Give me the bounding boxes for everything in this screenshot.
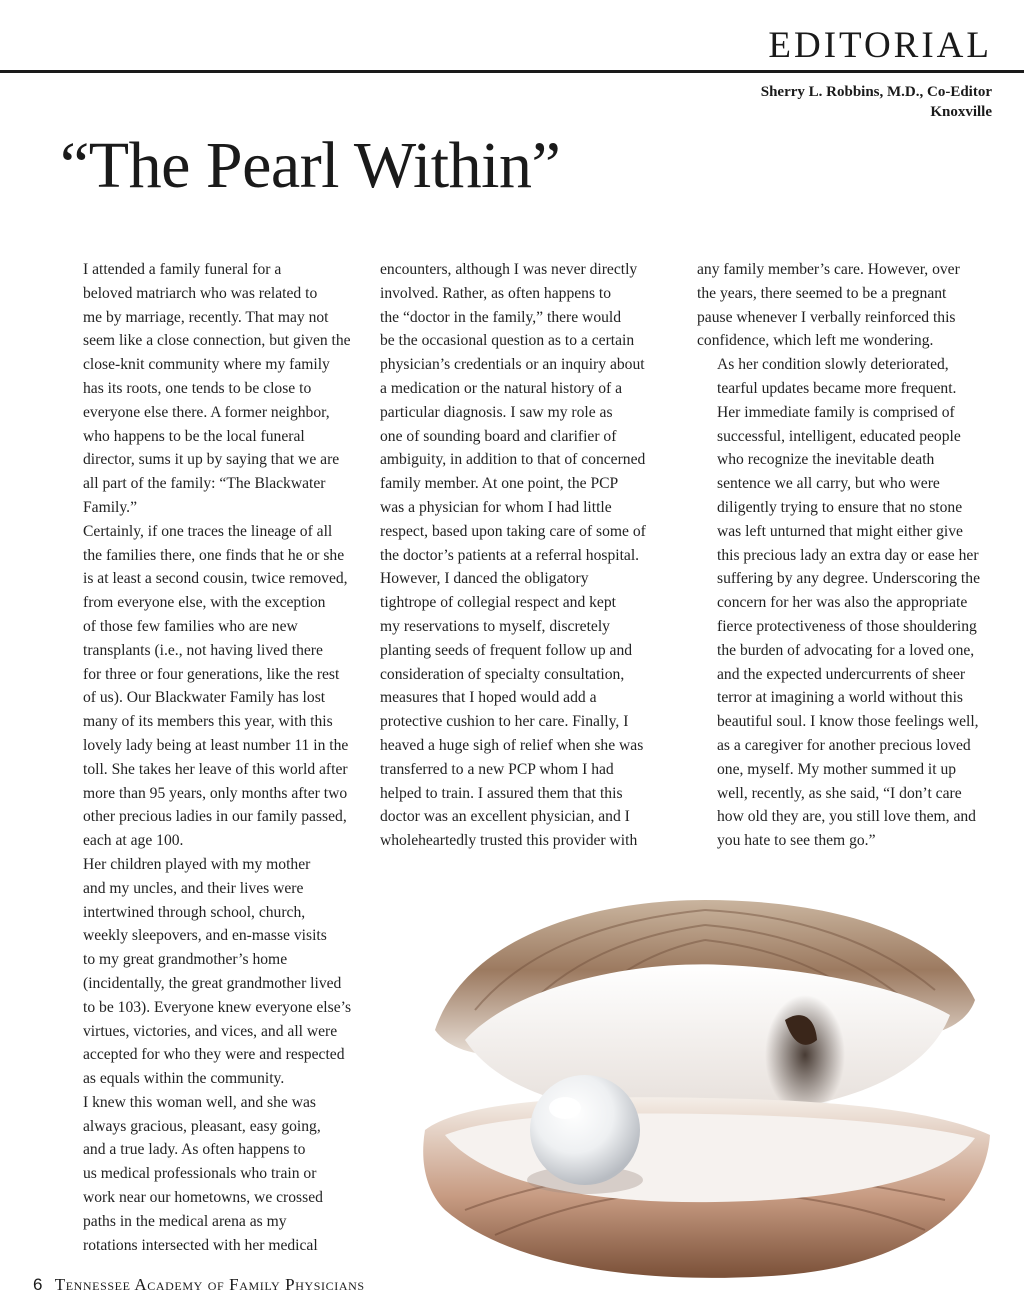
paragraph-line: measures that I hoped would add a <box>380 689 597 707</box>
paragraph-line: all part of the family: “The Blackwater <box>83 475 326 493</box>
paragraph-line: you hate to see them go.” <box>717 832 876 850</box>
paragraph-line: is at least a second cousin, twice removed, <box>83 570 348 588</box>
paragraph-line: (incidentally, the great grandmother lived <box>83 974 342 992</box>
paragraph-line: to my great grandmother’s home <box>83 951 288 969</box>
paragraph-line: beautiful soul. I know those feelings well, <box>717 713 979 731</box>
paragraph-line: many of its members this year, with this <box>83 713 333 731</box>
paragraph-line: tightrope of collegial respect and kept <box>380 594 616 612</box>
paragraph-line: transferred to a new PCP whom I had <box>380 760 614 778</box>
paragraph-line: As her condition slowly deteriorated, <box>717 356 949 374</box>
paragraph-line: confidence, which left me wondering. <box>697 332 934 350</box>
article-paragraph <box>697 258 995 353</box>
paragraph-line: I knew this woman well, and she was <box>83 1093 316 1111</box>
article-paragraph <box>63 853 361 1091</box>
paragraph-line: this precious lady an extra day or ease her <box>717 546 979 564</box>
paragraph-line: weekly sleepovers, and en-masse visits <box>83 927 327 945</box>
paragraph-line: involved. Rather, as often happens to <box>380 284 612 302</box>
paragraph-line: virtues, victories, and vices, and all were <box>83 1022 338 1040</box>
paragraph-line: how old they are, you still love them, and <box>717 808 976 826</box>
paragraph-line: fierce protectiveness of those shouldering <box>717 617 977 635</box>
paragraph-line: Her children played with my mother <box>83 855 311 873</box>
article-column-3 <box>697 258 995 853</box>
paragraph-line: me by marriage, recently. That may not <box>83 308 329 326</box>
paragraph-line: the “doctor in the family,” there would <box>380 308 622 326</box>
paragraph-line: accepted for who they were and respected <box>83 1046 345 1064</box>
paragraph-line: work near our hometowns, we crossed <box>83 1189 323 1207</box>
article-column-1 <box>63 258 361 1257</box>
paragraph-line: who happens to be the local funeral <box>83 427 305 445</box>
byline-location: Knoxville <box>930 104 992 120</box>
paragraph-line: consideration of specialty consultation, <box>380 665 625 683</box>
article-paragraph <box>63 1091 361 1258</box>
article-paragraph <box>380 258 678 853</box>
paragraph-line: of those few families who are new <box>83 617 298 635</box>
paragraph-line: encounters, although I was never directly <box>380 261 638 278</box>
paragraph-line: suffering by any degree. Underscoring the <box>717 570 980 588</box>
header-rule <box>0 70 1024 73</box>
paragraph-line: Family.” <box>83 498 137 516</box>
page-footer <box>33 1275 365 1295</box>
paragraph-line: However, I danced the obligatory <box>380 570 589 588</box>
paragraph-line: terror at imagining a world without this <box>717 689 963 707</box>
paragraph-line: each at age 100. <box>83 832 184 850</box>
paragraph-line: transplants (i.e., not having lived there <box>83 641 323 659</box>
paragraph-line: well, recently, as she said, “I don’t care <box>717 784 962 802</box>
page-number: 6 <box>33 1275 43 1294</box>
paragraph-line: us medical professionals who train or <box>83 1165 317 1183</box>
paragraph-line: physician’s credentials or an inquiry about <box>380 356 645 374</box>
paragraph-line: and my uncles, and their lives were <box>83 879 304 897</box>
paragraph-line: more than 95 years, only months after two <box>83 784 348 802</box>
paragraph-line: has its roots, one tends to be close to <box>83 379 312 397</box>
article-column-2 <box>380 258 678 853</box>
paragraph-line: be the occasional question as to a certain <box>380 332 635 350</box>
section-label: EDITORIAL <box>768 25 992 66</box>
article-paragraph <box>697 353 995 853</box>
paragraph-line: particular diagnosis. I saw my role as <box>380 403 613 421</box>
paragraph-line: one, myself. My mother summed it up <box>717 760 957 778</box>
oyster-pearl-illustration <box>405 880 1005 1285</box>
paragraph-line: planting seeds of frequent follow up and <box>380 641 633 659</box>
paragraph-line: wholeheartedly trusted this provider with <box>380 832 638 850</box>
paragraph-line: family member. At one point, the PCP <box>380 475 619 493</box>
paragraph-line: one of sounding board and clarifier of <box>380 427 617 445</box>
paragraph-line: toll. She takes her leave of this world after <box>83 760 348 778</box>
paragraph-line: helped to train. I assured them that this <box>380 784 623 802</box>
paragraph-line: and a true lady. As often happens to <box>83 1141 306 1159</box>
paragraph-line: everyone else there. A former neighbor, <box>83 403 330 421</box>
paragraph-line: diligently trying to ensure that no stone <box>717 498 963 516</box>
paragraph-line: any family member’s care. However, over <box>697 261 960 278</box>
paragraph-line: of us). Our Blackwater Family has lost <box>83 689 326 707</box>
paragraph-line: and the expected undercurrents of sheer <box>717 665 966 683</box>
paragraph-line: director, sums it up by saying that we are <box>83 451 340 469</box>
paragraph-line: seem like a close connection, but given the <box>83 332 351 350</box>
paragraph-line: concern for her was also the appropriate <box>717 594 968 612</box>
paragraph-line: was left unturned that might either give <box>717 522 963 540</box>
paragraph-line: pause whenever I verbally reinforced this <box>697 308 956 326</box>
paragraph-line: for three or four generations, like the rest <box>83 665 340 683</box>
paragraph-line: a medication or the natural history of a <box>380 379 623 397</box>
paragraph-line: respect, based upon taking care of some of <box>380 522 646 540</box>
paragraph-line: who recognize the inevitable death <box>717 451 935 469</box>
paragraph-line: from everyone else, with the exception <box>83 594 326 612</box>
paragraph-line: Her immediate family is comprised of <box>717 403 955 421</box>
article-paragraph <box>63 520 361 853</box>
paragraph-line: as equals within the community. <box>83 1070 285 1088</box>
paragraph-line: sentence we all carry, but who were <box>717 475 940 493</box>
paragraph-line: doctor was an excellent physician, and I <box>380 808 630 826</box>
paragraph-line: beloved matriarch who was related to <box>83 284 318 302</box>
article-title: “The Pearl Within” <box>60 129 561 202</box>
paragraph-line: heaved a huge sigh of relief when she was <box>380 736 644 754</box>
paragraph-line: intertwined through school, church, <box>83 903 306 921</box>
paragraph-line: the families there, one finds that he or she <box>83 546 345 564</box>
paragraph-line: close-knit community where my family <box>83 356 330 374</box>
paragraph-line: the doctor’s patients at a referral hospital. <box>380 546 640 564</box>
paragraph-line: always gracious, pleasant, easy going, <box>83 1117 321 1135</box>
byline-author: Sherry L. Robbins, M.D., Co-Editor <box>760 84 992 100</box>
paragraph-line: the years, there seemed to be a pregnant <box>697 284 947 302</box>
paragraph-line: as a caregiver for another precious loved <box>717 736 971 754</box>
publication-name: Tennessee Academy of Family Physicians <box>54 1275 365 1294</box>
byline <box>761 82 992 122</box>
paragraph-line: successful, intelligent, educated people <box>717 427 961 445</box>
article-paragraph <box>63 258 361 520</box>
paragraph-line: protective cushion to her care. Finally, I <box>380 713 629 731</box>
paragraph-line: my reservations to myself, discretely <box>380 617 610 635</box>
paragraph-line: Certainly, if one traces the lineage of all <box>83 522 333 540</box>
paragraph-line: tearful updates became more frequent. <box>717 379 957 397</box>
paragraph-line: I attended a family funeral for a <box>83 261 282 278</box>
paragraph-line: paths in the medical arena as my <box>83 1212 287 1230</box>
paragraph-line: rotations intersected with her medical <box>83 1236 318 1254</box>
paragraph-line: was a physician for whom I had little <box>380 498 612 516</box>
paragraph-line: ambiguity, in addition to that of concerned <box>380 451 646 469</box>
paragraph-line: other precious ladies in our family passed, <box>83 808 347 826</box>
paragraph-line: lovely lady being at least number 11 in the <box>83 736 349 754</box>
paragraph-line: to be 103). Everyone knew everyone else’s <box>83 998 352 1016</box>
paragraph-line: the burden of advocating for a loved one, <box>717 641 975 659</box>
